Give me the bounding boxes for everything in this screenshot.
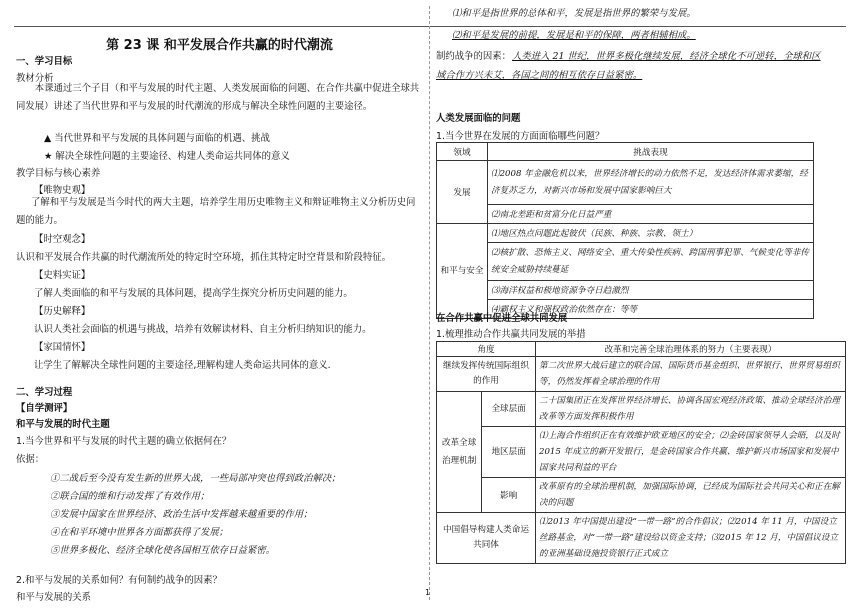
effort-impact: 改革原有的全球治理机制，加强国际协调，已经成为国际社会共同关心和正在解决的问题 <box>536 478 846 513</box>
section-learning-goals: 一、学习目标 <box>16 56 73 67</box>
right-column <box>436 0 846 600</box>
column-divider <box>429 6 430 600</box>
angle-global-level: 全球层面 <box>482 392 536 427</box>
angle-reform-mechanism: 改革全球治理机制 <box>437 392 482 513</box>
question-2: 2.和平与发展的关系如何？有何制约战争的因素？ <box>16 575 222 586</box>
challenge-dev-2: ⑵南北差距和贫富分化日益严重 <box>488 205 814 224</box>
relation-point-1: ⑴和平是指世界的总体和平，发展是指世界的繁荣与发展。 <box>452 8 696 19</box>
literacy-text-materialism: 了解和平与发展是当今时代的两大主题，培养学生用历史唯物主义和辩证唯物主义分析历史问题的能力。 <box>16 197 416 227</box>
relation-label: 和平与发展的关系 <box>16 592 92 603</box>
effort-global-level: 二十国集团正在发挥世界经济增长、协调各国宏观经济政策、推动全球经济治理改革等方面发挥积极作用 <box>536 392 846 427</box>
angle-impact: 影响 <box>482 478 536 513</box>
literacy-heading-materialism: 【唯物史观】 <box>34 185 91 196</box>
question-1: 1.当今世界和平与发展的时代主题的确立依据何在？ <box>16 436 232 447</box>
literacy-heading-patriotism: 【家国情怀】 <box>34 342 91 353</box>
relation-point-2: ⑵和平是发展的前提，发展是和平的保障，两者相辅相成。 <box>452 30 696 41</box>
textbook-analysis-text: 本课通过三个子目（和平与发展的时代主题、人类发展面临的问题、在合作共赢中促进全球共同发展）讲述了当代世界和平与发展的时代潮流的形成与解决全球性问题的主要途径。 <box>16 83 420 113</box>
answer-2: ②联合国的维和行动发挥了有效作用； <box>50 491 210 502</box>
subheading-human-problems: 人类发展面临的问题 <box>436 113 521 124</box>
page-number: 1 <box>425 588 431 597</box>
question-3: 1.当今世界在发展的方面面临哪些问题？ <box>436 131 605 142</box>
war-factors-line-1: 人类进入 21 世纪，世界多极化继续发展，经济全球化不可逆转，全球和区 <box>512 51 821 62</box>
page-title: 第 23 课 和平发展合作共赢的时代潮流 <box>106 38 333 53</box>
literacy-heading-evidence: 【史料实证】 <box>34 270 91 281</box>
answer-5: ⑤世界多极化、经济全球化使各国相互依存日益紧密。 <box>50 545 276 556</box>
answer-4: ④在和平环境中世界各方面都获得了发展； <box>50 527 229 538</box>
challenges-table <box>436 142 814 319</box>
challenge-sec-1: ⑴地区热点问题此起彼伏（民族、种族、宗教、领土） <box>488 224 814 243</box>
field-peace-security: 和平与安全 <box>437 224 488 319</box>
challenge-dev-1: ⑴2008 年金融危机以来，世界经济增长的动力依然不足，发达经济体需求萎缩，经济复苏乏力，对新兴市场和发展中国家影响巨大 <box>488 161 814 205</box>
subheading-peace-development: 和平与发展的时代主题 <box>16 419 110 430</box>
literacy-heading-interpretation: 【历史解释】 <box>34 306 91 317</box>
teaching-goals-label: 教学目标与核心素养 <box>16 168 101 179</box>
goal-key: ▲ 当代世界和平与发展的具体问题与面临的机遇、挑战 <box>44 133 270 144</box>
challenge-sec-4: ⑷霸权主义和强权政治依然存在：等等 <box>488 300 814 319</box>
goal-difficult: ★ 解决全球性问题的主要途径、构建人类命运共同体的意义 <box>44 151 290 162</box>
question-4: 1.梳理推动合作共赢共同发展的举措 <box>436 329 586 340</box>
literacy-text-patriotism: 让学生了解解决全球性问题的主要途径,理解构建人类命运共同体的意义. <box>34 360 331 371</box>
answer-1: ①二战后至今没有发生新的世界大战，一些局部冲突也得到政治解决； <box>50 473 341 484</box>
answer-3: ③发展中国家在世界经济、政治生活中发挥越来越重要的作用； <box>50 509 313 520</box>
header-angle: 角度 <box>437 342 536 357</box>
literacy-heading-spacetime: 【时空观念】 <box>34 234 91 245</box>
header-effort: 改革和完善全球治理体系的努力（主要表现） <box>536 342 846 357</box>
self-test-heading: 【自学测评】 <box>16 403 73 414</box>
literacy-text-spacetime: 认识和平发展合作共赢的时代潮流所处的特定时空环境，抓住其特定时空背景和阶段特征。 <box>16 252 392 263</box>
challenge-sec-2: ⑵核扩散、恐怖主义、网络安全、重大传染性疾病、跨国刑事犯罪、气候变化等非传统安全威胁持续蔓延 <box>488 243 814 281</box>
textbook-analysis-label: 教材分析 <box>16 73 54 84</box>
header-challenge: 挑战表现 <box>488 143 814 161</box>
basis-label: 依据： <box>16 454 45 465</box>
angle-community-shared-future: 中国倡导构建人类命运共同体 <box>437 513 536 564</box>
literacy-text-interpretation: 认识人类社会面临的机遇与挑战，培养有效解读材料、自主分析归纳知识的能力。 <box>34 324 372 335</box>
war-factors-line-2: 域合作方兴未艾，各国之间的相互依存日益紧密。 <box>436 70 643 81</box>
war-factors-label: 制约战争的因素： <box>436 51 512 62</box>
section-learning-process: 二、学习过程 <box>16 387 73 398</box>
left-column <box>16 0 423 603</box>
angle-traditional-orgs: 继续发挥传统国际组织的作用 <box>437 357 536 392</box>
measures-table <box>436 341 846 564</box>
field-development: 发展 <box>437 161 488 224</box>
effort-regional-level: ⑴上海合作组织正在有效维护欧亚地区的安全；⑵金砖国家领导人会晤，以及时 2015 年成立的新开发银行，是金砖国家合作共赢、维护新兴市场国家和发展中国家共同利益的平台 <box>536 427 846 478</box>
subheading-cooperation: 在合作共赢中促进全球共同发展 <box>436 313 568 324</box>
effort-community-shared-future: ⑴2013 年中国提出建设“一带一路”的合作倡议；⑵2014 年 11 月，中国设立丝路基金，对“一带一路”建设给以资金支持；⑶2015 年 12 月，中国倡议设立的亚洲基础设施投资银行正式成立 <box>536 513 846 564</box>
angle-regional-level: 地区层面 <box>482 427 536 478</box>
header-field: 领域 <box>437 143 488 161</box>
effort-traditional-orgs: 第二次世界大战后建立的联合国、国际货币基金组织、世界银行、世界贸易组织等，仍然发挥着全球治理的作用 <box>536 357 846 392</box>
challenge-sec-3: ⑶海洋权益和极地资源争夺日趋激烈 <box>488 281 814 300</box>
literacy-text-evidence: 了解人类面临的和平与发展的具体问题，提高学生探究分析历史问题的能力。 <box>34 288 353 299</box>
